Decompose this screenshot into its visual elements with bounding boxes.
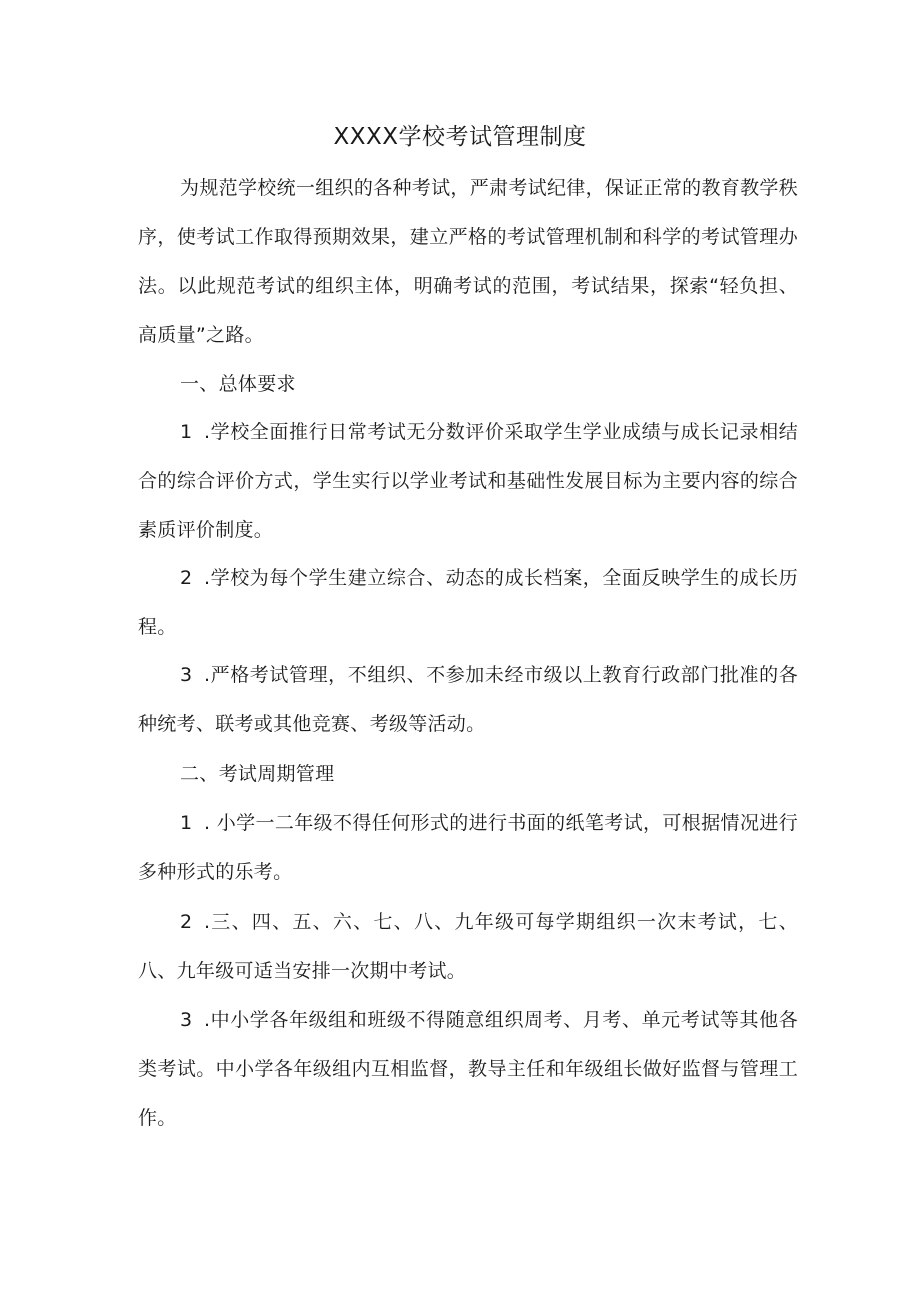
section-1-item-3 bbox=[138, 651, 798, 749]
document-title: XXXX学校考试管理制度 bbox=[333, 124, 587, 150]
item-number: 3 bbox=[180, 664, 193, 686]
section-heading-exam-cycle: 二、考试周期管理 bbox=[180, 763, 335, 785]
section-heading-general-requirements: 一、总体要求 bbox=[180, 373, 296, 395]
item-number: 1 bbox=[180, 812, 193, 834]
item-text: .学校为每个学生建立综合、动态的成长档案，全面反映学生的成长历程。 bbox=[138, 567, 798, 638]
item-text: .三、四、五、六、七、八、九年级可每学期组织一次末考试，七、八、九年级可适当安排一次期中考试。 bbox=[138, 911, 798, 982]
item-text: .中小学各年级组和班级不得随意组织周考、月考、单元考试等其他各类考试。中小学各年级组内互相监督，教导主任和年级组长做好监督与管理工作。 bbox=[138, 1009, 798, 1129]
section-1-item-1 bbox=[138, 408, 798, 555]
intro-paragraph: 为规范学校统一组织的各种考试，严肃考试纪律，保证正常的教育教学秩序，使考试工作取得预期效果，建立严格的考试管理机制和科学的考试管理办法。以此规范考试的组织主体，明确考试的范围，考试结果，探索“轻负担、高质量”之路。 bbox=[138, 177, 798, 346]
section-2-item-2 bbox=[138, 898, 798, 996]
section-2-item-1 bbox=[138, 799, 798, 897]
item-text: .严格考试管理，不组织、不参加未经市级以上教育行政部门批准的各种统考、联考或其他竞赛、考级等活动。 bbox=[138, 664, 798, 735]
item-text: .学校全面推行日常考试无分数评价采取学生学业成绩与成长记录相结合的综合评价方式，学生实行以学业考试和基础性发展目标为主要内容的综合素质评价制度。 bbox=[138, 421, 798, 541]
item-number: 2 bbox=[180, 567, 193, 589]
section-2-item-3 bbox=[138, 996, 798, 1143]
item-number: 1 bbox=[180, 421, 193, 443]
item-number: 3 bbox=[180, 1009, 193, 1031]
item-number: 2 bbox=[180, 911, 193, 933]
section-1-item-2 bbox=[138, 554, 798, 652]
item-text: . 小学一二年级不得任何形式的进行书面的纸笔考试，可根据情况进行多种形式的乐考。 bbox=[138, 812, 798, 883]
